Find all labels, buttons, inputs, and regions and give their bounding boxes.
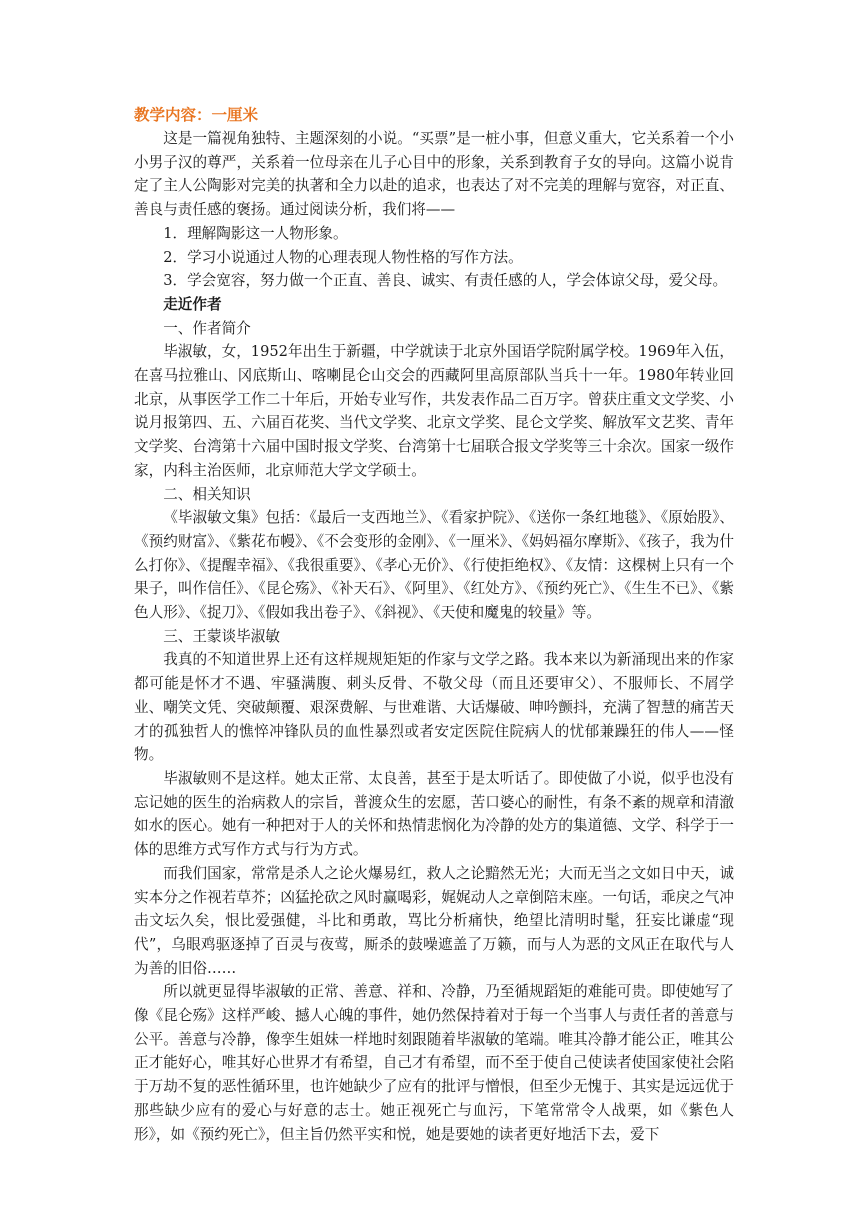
goal-item-2: 2．学习小说通过人物的心理表现人物性格的写作方法。 <box>163 248 523 266</box>
wangmeng-paragraph-3: 而我们国家，常常是杀人之论火爆易红，救人之论黯然无光；大而无当之文如日中天，诚实本分之作视若草芥；凶猛抡砍之风时赢喝彩，娓娓动人之章倒陪末座。一句话，乖戾之气冲击文坛久矣，恨比爱强健，斗比和勇敢，骂比分析痛快，绝望比清明时髦，狂妄比谦虚“现代”，乌眼鸡驱逐掉了百灵与夜莺，厮杀的鼓噪遮盖了万籁，而与人为恶的文风正在取代与人为善的旧俗…… <box>134 864 734 977</box>
intro-paragraph: 这是一篇视角独特、主题深刻的小说。“买票”是一桩小事，但意义重大，它关系着一个小小男子汉的尊严，关系着一位母亲在儿子心目中的形象，关系到教育子女的导向。这篇小说肯定了主人公陶影对完美的执著和全力以赴的追求，也表达了对不完美的理解与宽容，对正直、善良与责任感的褒扬。通过阅读分析，我们将—— <box>134 130 734 219</box>
wangmeng-heading: 三、王蒙谈毕淑敏 <box>163 627 280 645</box>
wangmeng-paragraph-2: 毕淑敏则不是这样。她太正常、太良善，甚至于是太听话了。即使做了小说，似乎也没有忘记她的医生的治病救人的宗旨，普渡众生的宏愿，苦口婆心的耐性，有条不紊的规章和清澈如水的医心。她有一种把对于人的关怀和热情悲悯化为冷静的处方的集道德、文学、科学于一体的思维方式写作方式与行为方式。 <box>134 769 734 859</box>
section-heading: 走近作者 <box>163 295 222 313</box>
wangmeng-paragraph-4: 所以就更显得毕淑敏的正常、善意、祥和、冷静，乃至循规蹈矩的难能可贵。即使她写了像《昆仑殇》这样严峻、撼人心魄的事件，她仍然保持着对于每一个当事人与责任者的善意与公平。善意与冷静，像孪生姐妹一样地时刻跟随着毕淑敏的笔端。唯其冷静才能公正，唯其公正才能好心，唯其好心世界才有希望，自己才有希望，而不至于使自己使读者使国家使社会陷于万劫不复的恶性循环里，也许她缺少了应有的批评与憎恨，但至少无愧于、其实是远远优于那些缺少应有的爱心与好意的志士。她正视死亡与血污，下笔常常令人战栗，如《紫色人形》，如《预约死亡》，但主旨仍然平实和悦，她是要她的读者更好地活下去，爱下 <box>134 983 734 1143</box>
author-heading: 一、作者简介 <box>163 319 251 337</box>
document-title: 教学内容：一厘米 <box>134 106 259 124</box>
goal-item-3: 3．学会宽容，努力做一个正直、善良、诚实、有责任感的人，学会体谅父母，爱父母。 <box>163 272 728 290</box>
knowledge-paragraph: 《毕淑敏文集》包括：《最后一支西地兰》、《看家护院》、《送你一条红地毯》、《原始股》、《预约财富》、《紫花布幔》、《不会变形的金刚》、《一厘米》、《妈妈福尔摩斯》、《孩子，我为什么打你》、《提醒幸福》、《我很重要》、《孝心无价》、《行使拒绝权》、《友情：这棵树上只有一个果子，叫作信任》、《昆仑殇》、《补天石》、《阿里》、《红处方》、《预约死亡》、《生生不已》、《紫色人形》、《捉刀》、《假如我出卷子》、《斜视》、《天使和魔鬼的较量》等。 <box>134 509 734 622</box>
author-paragraph: 毕淑敏，女，1952年出生于新疆，中学就读于北京外国语学院附属学校。1969年入伍，在喜马拉雅山、冈底斯山、喀喇昆仑山交会的西藏阿里高原部队当兵十一年。1980年转业回北京，从事医学工作二十年后，开始专业写作，共发表作品二百万字。曾获庄重文文学奖、小说月报第四、五、六届百花奖、当代文学奖、北京文学奖、昆仑文学奖、解放军文艺奖、青年文学奖、台湾第十六届中国时报文学奖、台湾第十七届联合报文学奖等三十余次。国家一级作家，内科主治医师，北京师范大学文学硕士。 <box>134 343 734 479</box>
knowledge-heading: 二、相关知识 <box>163 485 251 503</box>
wangmeng-paragraph-1: 我真的不知道世界上还有这样规规矩矩的作家与文学之路。我本来以为新涌现出来的作家都可能是怀才不遇、牢骚满腹、刺头反骨、不敬父母（而且还要审父）、不服师长、不屑学业、嘲笑文凭、突破颠覆、艰深费解、与世难谐、大话爆破、呻吟颤抖，充满了智慧的痛苦天才的孤独哲人的憔悴冲锋队员的血性暴烈或者安定医院住院病人的忧郁兼躁狂的伟人——怪物。 <box>134 651 734 764</box>
goal-item-1: 1．理解陶影这一人物形象。 <box>163 224 348 242</box>
